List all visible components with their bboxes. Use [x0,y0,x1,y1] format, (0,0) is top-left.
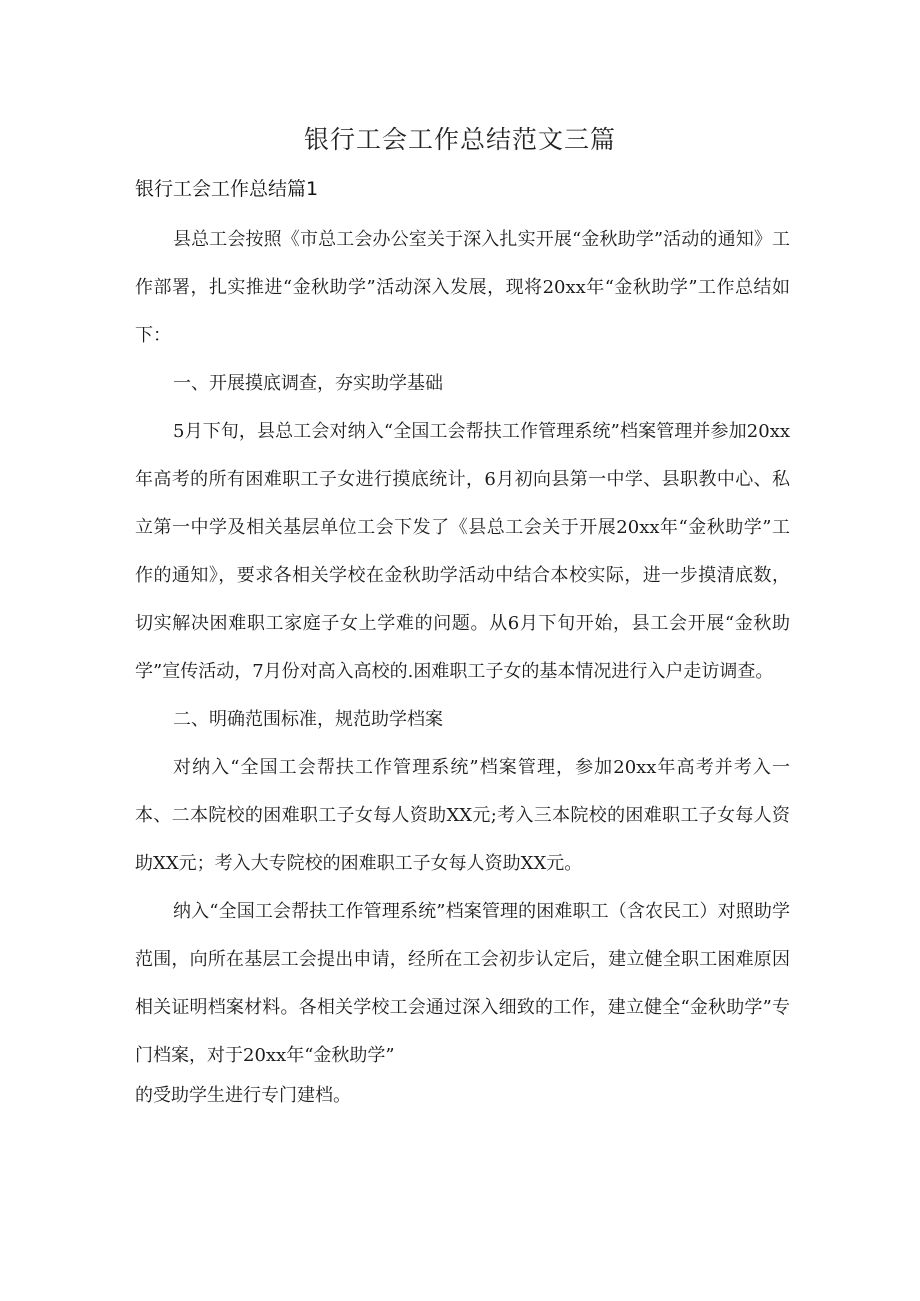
document-body [135,216,790,1114]
paragraph-tail: 的受助学生进行专门建档。 [135,1085,351,1106]
section-heading: 银行工会工作总结篇1 [135,178,319,200]
paragraph-intro: 县总工会按照《市总工会办公室关于深入扎实开展“金秋助学”活动的通知》工作部署，扎实推进“金秋助学”活动深入发展，现将20xx年“金秋助学”工作总结如下： [135,229,790,346]
subheading-1: 一、开展摸底调查，夯实助学基础 [173,373,443,394]
document-title: 银行工会工作总结范文三篇 [303,125,616,154]
subheading-2: 二、明确范围标准，规范助学档案 [173,709,443,730]
paragraph-standards: 对纳入“全国工会帮扶工作管理系统”档案管理，参加20xx年高考并考入一本、二本院校的困难职工子女每人资助XX元;考入三本院校的困难职工子女每人资助XX元；考入大专院校的困难职工子女每人资助XX元。 [135,757,790,874]
paragraph-survey: 5月下旬，县总工会对纳入“全国工会帮扶工作管理系统”档案管理并参加20xx年高考的所有困难职工子女进行摸底统计，6月初向县第一中学、县职教中心、私立第一中学及相关基层单位工会下发了《县总工会关于开展20xx年“金秋助学”工作的通知》，要求各相关学校在金秋助学活动中结合本校实际，进一步摸清底数，切实解决困难职工家庭子女上学难的问题。从6月下旬开始，县工会开展“金秋助学”宣传活动，7月份对高入高校的.困难职工子女的基本情况进行入户走访调查。 [135,421,790,682]
paragraph-archives: 纳入“全国工会帮扶工作管理系统”档案管理的困难职工（含农民工）对照助学范围，向所在基层工会提出申请，经所在工会初步认定后，建立健全职工困难原因相关证明档案材料。各相关学校工会通过深入细致的工作，建立健全“金秋助学”专门档案，对于20xx年“金秋助学” [135,901,790,1066]
